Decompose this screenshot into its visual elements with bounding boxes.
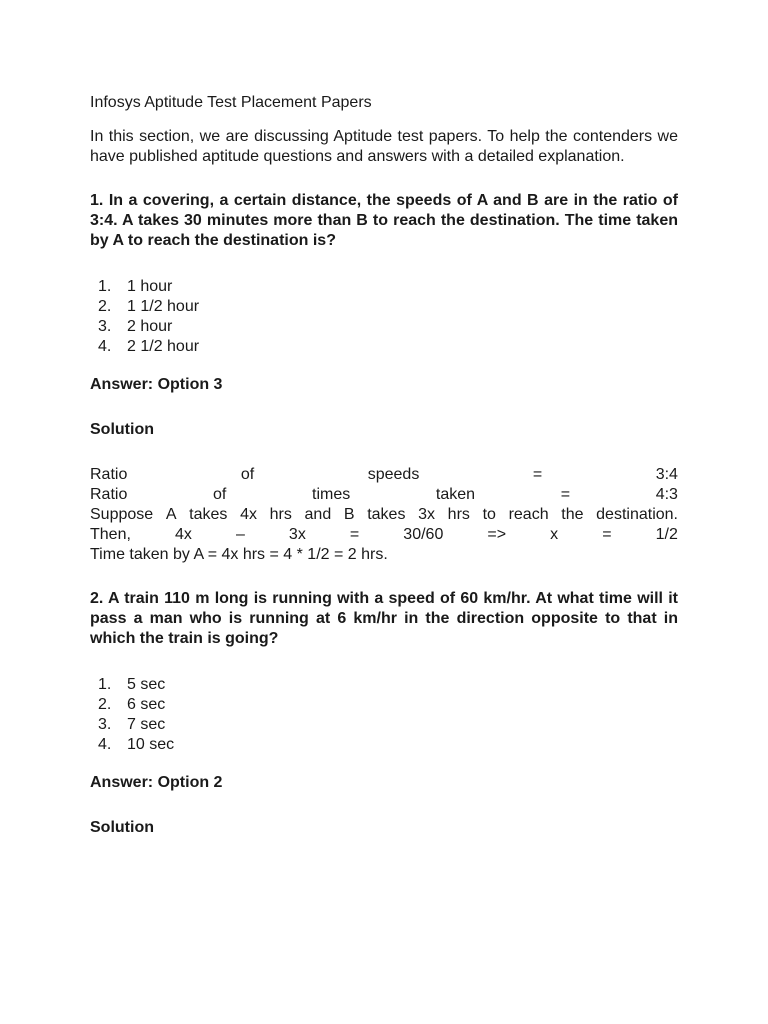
solution-word: x xyxy=(550,526,559,543)
option-number: 2. xyxy=(98,298,112,315)
solution-word: to xyxy=(482,506,496,523)
solution-word: B xyxy=(343,506,355,523)
solution-word: Then, xyxy=(90,526,131,543)
solution-word: times xyxy=(312,486,351,503)
solution-word: speeds xyxy=(367,466,420,483)
option-item xyxy=(90,675,678,695)
option-number: 1. xyxy=(98,278,112,295)
solution-word: = xyxy=(349,526,360,543)
document-content xyxy=(90,93,678,838)
solution-line xyxy=(90,505,678,525)
solution-word: Suppose xyxy=(90,506,154,523)
question-1-solution xyxy=(90,465,678,565)
option-text: 5 sec xyxy=(127,676,166,693)
solution-word: of xyxy=(213,486,227,503)
solution-word: = xyxy=(532,466,543,483)
option-text: 1 hour xyxy=(127,278,173,295)
solution-line: Time taken by A = 4x hrs = 4 * 1/2 = 2 hrs. xyxy=(90,546,388,563)
option-text: 2 1/2 hour xyxy=(127,338,200,355)
question-2: 2. A train 110 m long is running with a speed of 60 km/hr. At what time will it pass a man who is running at 6 km/hr in the direction opposite to that in which the train is going? xyxy=(90,590,678,647)
solution-word: and xyxy=(304,506,332,523)
solution-word: hrs xyxy=(269,506,292,523)
option-item xyxy=(90,337,678,357)
solution-word: 4x xyxy=(240,506,257,523)
question-1-answer: Answer: Option 3 xyxy=(90,376,223,393)
question-2-options xyxy=(90,675,678,755)
solution-word: => xyxy=(487,526,507,543)
solution-word: 4x xyxy=(174,526,192,543)
option-item xyxy=(90,695,678,715)
solution-word: Ratio xyxy=(90,466,128,483)
option-item xyxy=(90,297,678,317)
question-1: 1. In a covering, a certain distance, the speeds of A and B are in the ratio of 3:4. A takes 30 minutes more than B to reach the destination. The time taken by A to reach the destination is? xyxy=(90,192,678,249)
solution-word: of xyxy=(240,466,255,483)
solution-word: destination. xyxy=(596,506,678,523)
option-item xyxy=(90,317,678,337)
question-1-solution-heading: Solution xyxy=(90,421,154,438)
question-1-options xyxy=(90,277,678,357)
option-number: 4. xyxy=(98,338,112,355)
option-number: 3. xyxy=(98,318,112,335)
option-text: 7 sec xyxy=(127,716,166,733)
option-number: 1. xyxy=(98,676,112,693)
option-number: 2. xyxy=(98,696,112,713)
option-item xyxy=(90,715,678,735)
solution-word: 3x xyxy=(288,526,306,543)
solution-word: = xyxy=(560,486,571,503)
option-text: 2 hour xyxy=(127,318,173,335)
solution-word: = xyxy=(602,526,612,543)
solution-word: the xyxy=(561,506,584,523)
question-2-answer: Answer: Option 2 xyxy=(90,774,223,791)
solution-word: taken xyxy=(435,486,476,503)
option-number: 4. xyxy=(98,736,112,753)
document-title: Infosys Aptitude Test Placement Papers xyxy=(90,94,372,111)
solution-line xyxy=(90,525,678,545)
solution-word: A xyxy=(165,506,177,523)
solution-word: reach xyxy=(508,506,549,523)
option-item xyxy=(90,277,678,297)
solution-word: 30/60 xyxy=(403,526,444,543)
option-text: 1 1/2 hour xyxy=(127,298,200,315)
solution-word: hrs xyxy=(447,506,470,523)
option-number: 3. xyxy=(98,716,112,733)
solution-word: Ratio xyxy=(90,486,128,503)
solution-word: 3x xyxy=(418,506,436,523)
solution-word: 4:3 xyxy=(655,486,678,503)
option-text: 6 sec xyxy=(127,696,166,713)
solution-line xyxy=(90,465,678,485)
option-text: 10 sec xyxy=(127,736,175,753)
option-item xyxy=(90,735,678,755)
solution-word: – xyxy=(235,526,245,543)
question-2-solution-heading: Solution xyxy=(90,819,154,836)
solution-line xyxy=(90,485,678,505)
intro-paragraph: In this section, we are discussing Aptitude test papers. To help the contenders we have published aptitude questions and answers with a detailed explanation. xyxy=(90,128,678,165)
solution-word: takes xyxy=(189,506,228,523)
solution-word: 1/2 xyxy=(655,526,678,543)
solution-word: 3:4 xyxy=(655,466,678,483)
solution-word: takes xyxy=(367,506,406,523)
